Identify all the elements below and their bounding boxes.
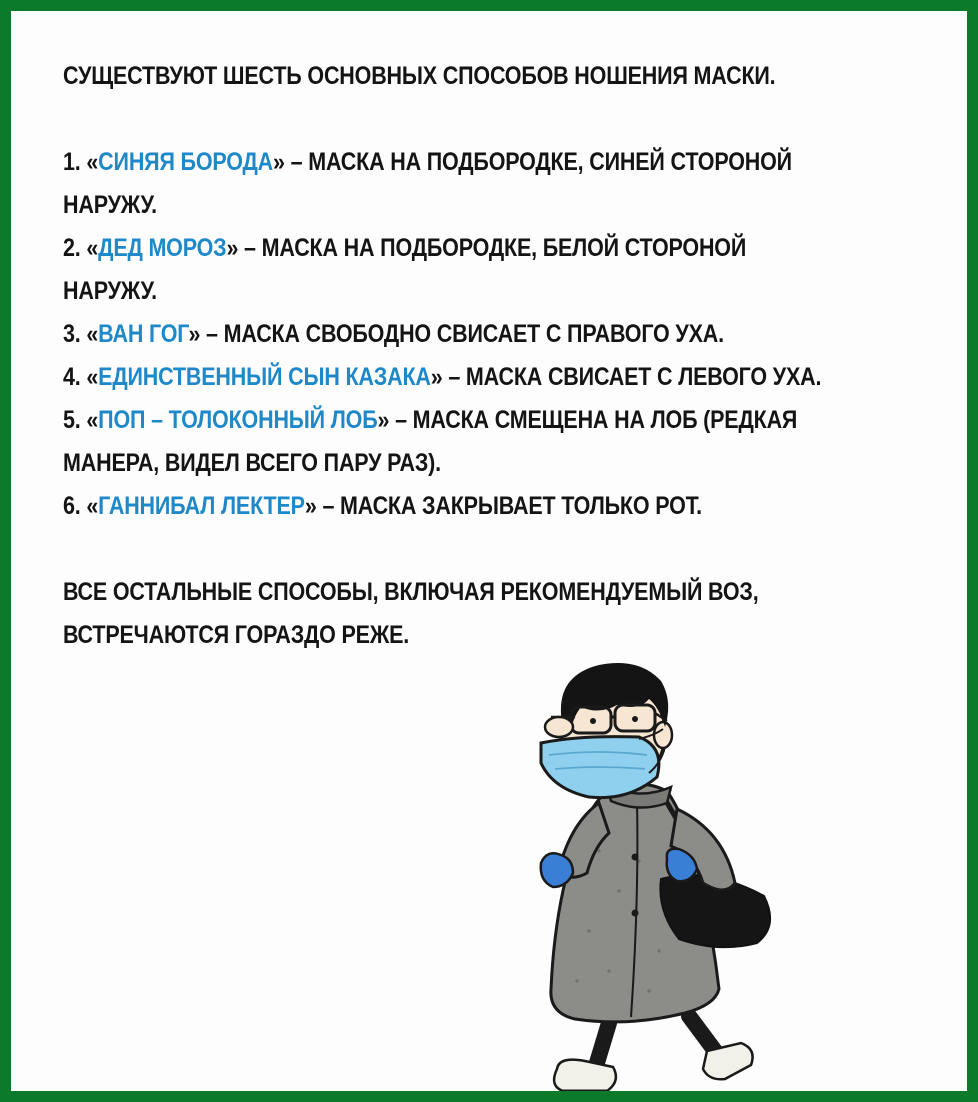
list-item: 5. «ПОП – ТОЛОКОННЫЙ ЛОБ» – МАСКА СМЕЩЕНА НА ЛОБ (РЕДКАЯ МАНЕРА, ВИДЕЛ ВСЕГО ПАРУ РАЗ). (63, 406, 798, 477)
intro-text: СУЩЕСТВУЮТ ШЕСТЬ ОСНОВНЫХ СПОСОБОВ НОШЕНИЯ МАСКИ. (63, 62, 776, 90)
cartoon-man-in-mask (489, 651, 819, 1101)
item-name: СИНЯЯ БОРОДА (98, 148, 274, 176)
list-item: 6. «ГАННИБАЛ ЛЕКТЕР» – МАСКА ЗАКРЫВАЕТ ТОЛЬКО РОТ. (63, 492, 702, 520)
article-text (63, 55, 837, 657)
item-name: ДЕД МОРОЗ (98, 234, 227, 262)
item-name: ГАННИБАЛ ЛЕКТЕР (98, 492, 305, 520)
item-name: ВАН ГОГ (98, 320, 189, 348)
list-item: 2. «ДЕД МОРОЗ» – МАСКА НА ПОДБОРОДКЕ, БЕЛОЙ СТОРОНОЙ НАРУЖУ. (63, 234, 747, 305)
list-item: 4. «ЕДИНСТВЕННЫЙ СЫН КАЗАКА» – МАСКА СВИСАЕТ С ЛЕВОГО УХА. (63, 363, 822, 391)
list-item: 3. «ВАН ГОГ» – МАСКА СВОБОДНО СВИСАЕТ С ПРАВОГО УХА. (63, 320, 724, 348)
item-name: ЕДИНСТВЕННЫЙ СЫН КАЗАКА (98, 363, 431, 391)
list-item: 1. «СИНЯЯ БОРОДА» – МАСКА НА ПОДБОРОДКЕ, СИНЕЙ СТОРОНОЙ НАРУЖУ. (63, 148, 792, 219)
outro-text: ВСЕ ОСТАЛЬНЫЕ СПОСОБЫ, ВКЛЮЧАЯ РЕКОМЕНДУЕМЫЙ ВОЗ, ВСТРЕЧАЮТСЯ ГОРАЗДО РЕЖЕ. (63, 578, 759, 649)
item-name: ПОП – ТОЛОКОННЫЙ ЛОБ (98, 406, 378, 434)
